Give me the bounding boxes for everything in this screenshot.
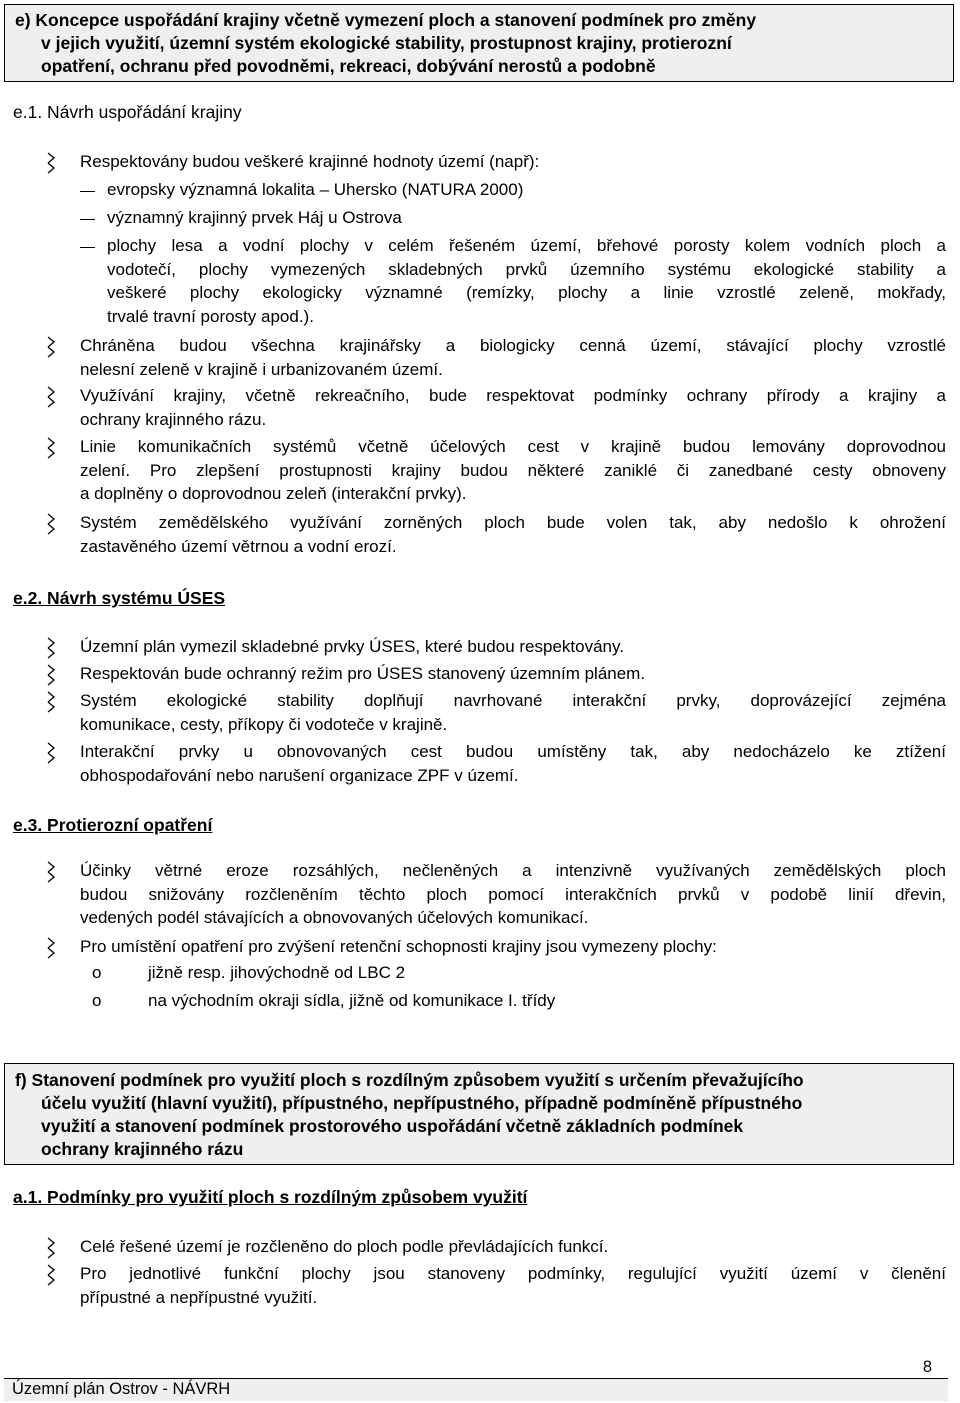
bullet-item: Územní plán vymezil skladebné prvky ÚSES, které budou respektovány. (80, 637, 624, 656)
dash-item: evropsky významná lokalita – Uhersko (NATURA 2000) (107, 180, 524, 199)
bullet-item: Systém zemědělského využívání zorněných ploch bude volen tak, aby nedošlo k ohrožení zastavěného území větrnou a vodní erozí. (80, 513, 946, 556)
dash-item: významný krajinný prvek Háj u Ostrova (107, 208, 402, 227)
dash-item: plochy lesa a vodní plochy v celém řešeném území, břehové porosty kolem vodních ploch a vodotečí, plochy vymezených skladebných prvků územního systému ekologické stability a veškeré plochy ekologicky významné (remízky, plochy a linie vzrostlé zeleně, mokřady, trvalé travní porosty apod.). (107, 236, 946, 326)
heading-line: f) Stanovení podmínek pro využití ploch s rozdílným způsobem využití s určením převažujícího (15, 1070, 804, 1090)
bullet-item: Systém ekologické stability doplňují navrhované interakční prvky, doprovázející zejména komunikace, cesty, příkopy či vodoteče v krajině. (80, 691, 946, 734)
circle-item: na východním okraji sídla, jižně od komunikace I. třídy (148, 991, 556, 1010)
circle-bullet-icon: o (92, 963, 102, 982)
bullet-marker-icon (46, 1237, 62, 1259)
dash-marker (80, 247, 95, 248)
bullet-item: Účinky větrné eroze rozsáhlých, nečleněných a intenzivně využívaných zemědělských ploch budou snižovány rozčleněním těchto ploch pomocí interakčních prvků v podobě linií dřevin, vedených podél stávajících a obnovovaných účelových komunikací. (80, 861, 946, 927)
dash-marker (80, 191, 95, 192)
subsection-title-a1: a.1. Podmínky pro využití ploch s rozdílným způsobem využití (13, 1187, 528, 1207)
bullet-item: Interakční prvky u obnovovaných cest budou umístěny tak, aby nedocházelo ke ztížení obhospodařování nebo narušení organizace ZPF v území. (80, 742, 946, 785)
subsection-title-e3: e.3. Protierozní opatření (13, 815, 213, 835)
section-f-heading (4, 1063, 954, 1165)
bullet-marker-icon (46, 386, 62, 408)
bullet-marker-icon (46, 437, 62, 459)
bullet-item: Linie komunikačních systémů včetně účelových cest v krajině budou lemovány doprovodnou zelení. Pro zlepšení prostupnosti krajiny budou některé zaniklé či zanedbané cesty obnoveny a doplněny o doprovodnou zeleň (interakční prvky). (80, 437, 946, 503)
heading-line: v jejich využití, územní systém ekologické stability, prostupnost krajiny, protierozní (41, 33, 732, 53)
heading-line: využití a stanovení podmínek prostorového uspořádání včetně základních podmínek (41, 1116, 744, 1136)
bullet-item: Pro umístění opatření pro zvýšení retenční schopnosti krajiny jsou vymezeny plochy: (80, 937, 717, 956)
bullet-marker-icon (46, 336, 62, 358)
bullet-marker-icon (46, 152, 62, 174)
e1-intro: Respektovány budou veškeré krajinné hodnoty území (např): (80, 152, 540, 171)
bullet-marker-icon (46, 664, 62, 686)
heading-line: opatření, ochranu před povodněmi, rekreaci, dobývání nerostů a podobně (41, 56, 656, 76)
bullet-marker-icon (46, 937, 62, 959)
subsection-title-e2: e.2. Návrh systému ÚSES (13, 588, 226, 608)
bullet-marker-icon (46, 861, 62, 883)
circle-item: jižně resp. jihovýchodně od LBC 2 (148, 963, 406, 982)
bullet-item: Chráněna budou všechna krajinářsky a biologicky cenná území, stávající plochy vzrostlé nelesní zeleně v krajině i urbanizovaném území. (80, 336, 946, 379)
footer-title: Územní plán Ostrov - NÁVRH (12, 1380, 231, 1398)
bullet-marker-icon (46, 637, 62, 659)
dash-marker (80, 219, 95, 220)
bullet-item: Využívání krajiny, včetně rekreačního, bude respektovat podmínky ochrany přírody a krajiny a ochrany krajinného rázu. (80, 386, 946, 429)
bullet-marker-icon (46, 742, 62, 764)
page-number: 8 (922, 1358, 932, 1376)
section-e-heading (4, 4, 954, 82)
bullet-marker-icon (46, 513, 62, 535)
heading-line: ochrany krajinného rázu (41, 1139, 244, 1159)
bullet-marker-icon (46, 1264, 62, 1286)
circle-bullet-icon: o (92, 991, 102, 1010)
bullet-item: Pro jednotlivé funkční plochy jsou stanoveny podmínky, regulující využití území v členění přípustné a nepřípustné využití. (80, 1264, 946, 1307)
subsection-title-e1: e.1. Návrh uspořádání krajiny (13, 102, 242, 122)
heading-line: e) Koncepce uspořádání krajiny včetně vymezení ploch a stanovení podmínek pro změny (15, 10, 757, 30)
bullet-marker-icon (46, 691, 62, 713)
bullet-item: Celé řešené území je rozčleněno do ploch podle převládajících funkcí. (80, 1237, 609, 1256)
bullet-item: Respektován bude ochranný režim pro ÚSES stanovený územním plánem. (80, 664, 646, 683)
heading-line: účelu využití (hlavní využití), přípustného, nepřípustného, případně podmíněně přípustného (41, 1093, 803, 1113)
